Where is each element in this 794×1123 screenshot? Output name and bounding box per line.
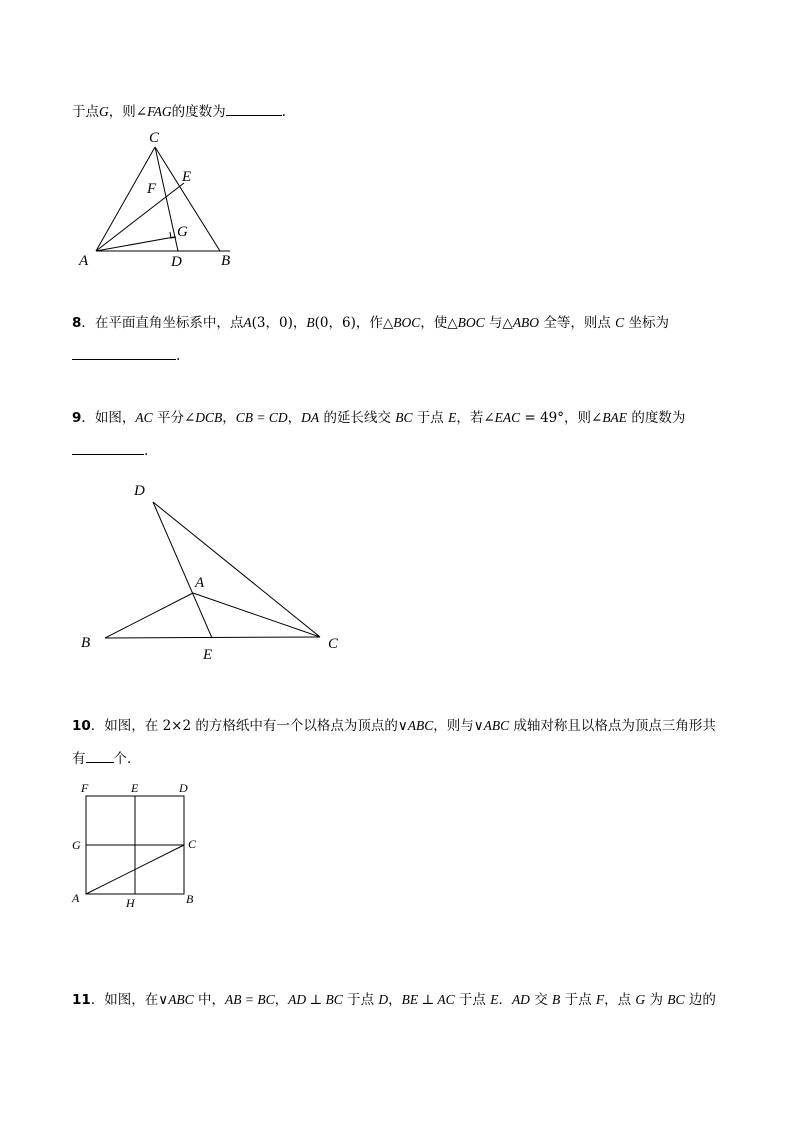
q11-text: 11．如图，在∨ABC 中，AB = BC，AD ⊥ BC 于点 D，BE ⊥ AC 于点 E．AD 交 B 于点 F，点 G 为 BC 边的 — [72, 992, 716, 1008]
label-h: H — [126, 896, 135, 910]
label-a: A — [72, 891, 80, 905]
label-a: A — [195, 575, 205, 591]
label-e: E — [182, 169, 192, 185]
label-d: D — [134, 483, 145, 499]
q10-text: 10．如图，在 2×2 的方格纸中有一个以格点为顶点的∨ABC，则与∨ABC 成轴对称且以格点为顶点三角形共 — [72, 718, 716, 734]
label-f: F — [81, 781, 89, 795]
q9-text: 9．如图，AC 平分∠DCB，CB = CD，DA 的延长线交 BC 于点 E，若∠EAC = 49°，则∠BAE 的度数为 — [72, 410, 686, 426]
q8-answer-line: . — [72, 345, 180, 366]
label-d: D — [171, 254, 182, 270]
q8-text: 8．在平面直角坐标系中，点A(3，0)，B(0，6)，作△BOC，使△BOC 与△ABO 全等，则点 C 坐标为 — [72, 315, 669, 331]
label-g: G — [177, 224, 188, 240]
label-g: G — [72, 838, 81, 852]
q7-text: 于点G，则∠FAG的度数为 . — [72, 101, 286, 122]
q10-answer-line: 有 个． — [72, 748, 141, 769]
label-e: E — [131, 781, 139, 795]
q9-answer-line: . — [72, 440, 148, 461]
label-a: A — [79, 253, 89, 269]
label-e: E — [203, 647, 213, 663]
label-c: C — [188, 837, 197, 851]
label-c: C — [149, 130, 160, 146]
label-f: F — [147, 181, 157, 197]
label-c: C — [328, 636, 339, 652]
label-b: B — [186, 892, 194, 906]
label-b: B — [221, 253, 231, 269]
label-b: B — [81, 635, 91, 651]
label-d: D — [179, 781, 188, 795]
